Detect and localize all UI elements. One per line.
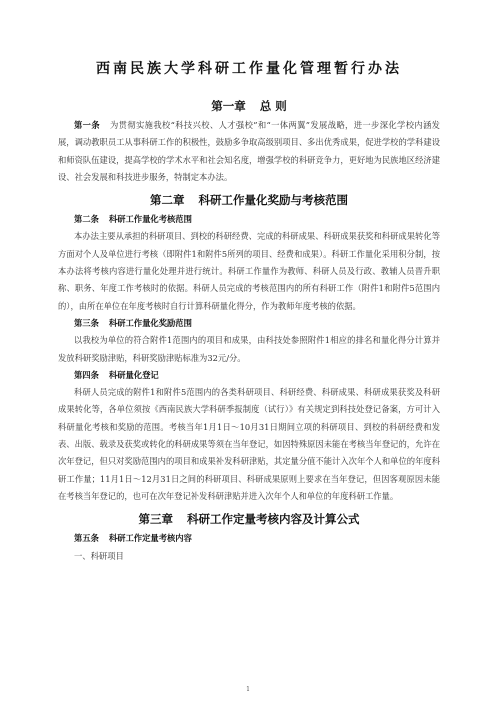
article-2-title: 科研工作量化考核范围 xyxy=(108,214,192,225)
article-3-text: 以我校为单位的符合附件1范围内的项目和成果，由科技处参照附件1相应的排名和量化得分计算并发放科研奖励津贴，科研奖励津贴标准为32元/分。 xyxy=(58,335,440,363)
article-1 xyxy=(58,117,440,186)
chapter-1-heading xyxy=(58,98,440,114)
article-2-number: 第二条 xyxy=(74,214,99,225)
article-1-number: 第一条 xyxy=(74,120,100,130)
article-1-text: 为贯彻实施我校“科技兴校、人才强校”和“一体两翼”发展战略，进一步深化学校内涵发展，调动教职员工从事科研工作的积极性，鼓励多争取高级别项目、多出优秀成果，促进学校的学科建设和师资队伍建设，提高学校的学术水平和社会知名度，增强学校的科研竞争力，更好地为民族地区经济建设、社会发展和科技进步服务，特制定本办法。 xyxy=(58,120,440,182)
chapter-2-number: 第二章 xyxy=(150,193,185,208)
article-2-heading xyxy=(58,211,440,228)
article-4-number: 第四条 xyxy=(74,369,99,380)
chapter-1-name: 总 则 xyxy=(259,99,287,113)
page-number: 1 xyxy=(246,686,250,693)
article-2-text: 本办法主要从承担的科研项目、到校的科研经费、完成的科研成果、科研成果获奖和科研成果转化等方面对个人及单位进行考核（即附件1和附件5所列的项目、经费和成果）。科研工作量化采用积分制，按本办法将考核内容进行量化处理并进行统计。科研工作量作为教师、科研人员及行政、教辅人员晋升职称、职务、年度工作考核时的依据。科研人员完成的考核范围内的所有科研工作（附件1和附件5范围内的），由所在单位在年度考核时自行计算科研量化得分，作为教师年度考核的依据。 xyxy=(58,231,440,311)
chapter-3-name: 科研工作定量考核内容及计算公式 xyxy=(187,512,360,527)
document-title: 西南民族大学科研工作量化管理暂行办法 xyxy=(96,61,402,77)
article-3-heading xyxy=(58,315,440,332)
article-5-number: 第五条 xyxy=(74,533,99,544)
list-item-research-projects: 一、科研项目 xyxy=(74,550,124,561)
article-4-text: 科研人员完成的附件1和附件5范围内的各类科研项目、科研经费、科研成果、科研成果获奖及科研成果转化等，各单位须按《西南民族大学科研季报制度（试行）》有关规定到科技处登记备案，方可计入科研量化考核和奖励的范围。考核当年1月1日～10月31日期间立项的科研项目、到校的科研经费和发表、出版、载录及获奖或转化的科研成果等须在当年登记，如因特殊原因未能在考核当年登记的，允许在次年登记，但只对奖励范围内的项目和成果补发科研津贴，其定量分值不能计入次年个人和单位的年度科研工作量；11月1日～12月31日之间的科研项目、科研成果原则上要求在当年登记，但因客观原因未能在考核当年登记的，也可在次年登记补发科研津贴并进入次年个人和单位的年度科研工作量。 xyxy=(58,387,440,501)
chapter-3-heading xyxy=(58,511,440,527)
chapter-1-number: 第一章 xyxy=(211,99,246,113)
article-3-title: 科研工作量化奖励范围 xyxy=(108,317,192,328)
article-5-heading xyxy=(58,530,440,547)
article-4-heading xyxy=(58,367,440,384)
chapter-2-name: 科研工作量化奖励与考核范围 xyxy=(198,193,348,208)
article-5-title: 科研工作定量考核内容 xyxy=(108,533,192,544)
article-4-title: 科研量化登记 xyxy=(108,369,159,380)
chapter-2-heading xyxy=(58,192,440,208)
article-3-number: 第三条 xyxy=(74,317,99,328)
chapter-3-number: 第三章 xyxy=(138,512,173,527)
